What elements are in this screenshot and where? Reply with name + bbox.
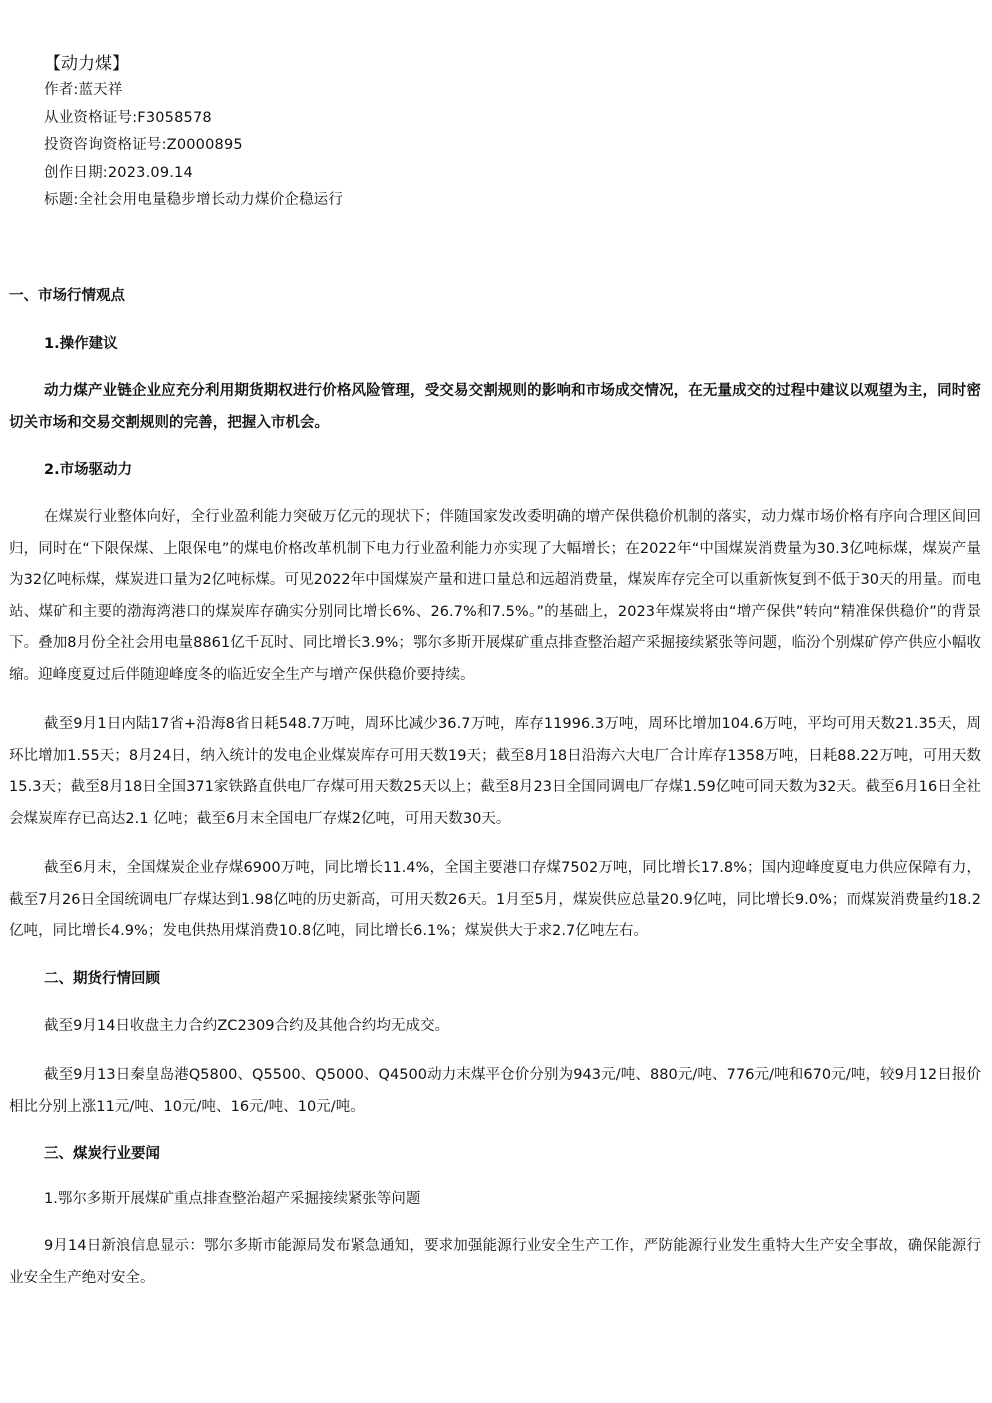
section-1-subheading-1: 1.操作建议	[44, 336, 118, 352]
document-body	[9, 283, 981, 1294]
news-item-1-title: 1.鄂尔多斯开展煤矿重点排查整治超产采掘接续紧张等问题	[44, 1191, 421, 1207]
market-driver-paragraph-3: 截至6月末，全国煤炭企业存煤6900万吨，同比增长11.4%，全国主要港口存煤7502万吨，同比增长17.8%；国内迎峰度夏电力供应保障有力，截至7月26日全国统调电厂存煤达到1.98亿吨的历史新高，可用天数26天。1月至5月，煤炭供应总量20.9亿吨，同比增长9.0%；而煤炭消费量约18.2亿吨，同比增长4.9%；发电供热用煤消费10.8亿吨，同比增长6.1%；煤炭供大于求2.7亿吨左右。	[9, 860, 981, 939]
news-item-1-text: 9月14日新浪信息显示：鄂尔多斯市能源局发布紧急通知，要求加强能源行业安全生产工作，严防能源行业发生重特大生产安全事故，确保能源行业安全生产绝对安全。	[9, 1238, 981, 1286]
section-2-heading: 二、期货行情回顾	[44, 970, 160, 987]
author-line: 作者:蓝天祥	[44, 82, 123, 98]
market-driver-paragraph-1: 在煤炭行业整体向好，全行业盈利能力突破万亿元的现状下；伴随国家发改委明确的增产保供稳价机制的落实，动力煤市场价格有序向合理区间回归，同时在“下限保煤、上限保电”的煤电价格改革机制下电力行业盈利能力亦实现了大幅增长；在2022年“中国煤炭消费量为30.3亿吨标煤，煤炭产量为32亿吨标煤，煤炭进口量为2亿吨标煤。可见2022年中国煤炭产量和进口量总和远超消费量，煤炭库存完全可以重新恢复到不低于30天的用量。而电站、煤矿和主要的渤海湾港口的煤炭库存确实分别同比增长6%、26.7%和7.5%。”的基础上，2023年煤炭将由“增产保供”转向“精准保供稳价”的背景下。叠加8月份全社会用电量8861亿千瓦时、同比增长3.9%；鄂尔多斯开展煤矿重点排查整治超产采掘接续紧张等问题，临汾个别煤矿停产供应小幅收缩。迎峰度夏过后伴随迎峰度冬的临近安全生产与增产保供稳价要持续。	[9, 509, 981, 683]
document-category: 【动力煤】	[44, 54, 129, 74]
market-driver-paragraph-2: 截至9月1日内陆17省+沿海8省日耗548.7万吨，周环比减少36.7万吨，库存11996.3万吨，周环比增加104.6万吨，平均可用天数21.35天，周环比增加1.55天；8月24日，纳入统计的发电企业煤炭库存可用天数19天；截至8月18日沿海六大电厂合计库存1358万吨，日耗88.22万吨，可用天数15.3天；截至8月18日全国371家铁路直供电厂存煤可用天数25天以上；截至8月23日全国同调电厂存煤1.59亿吨可同天数为32天。截至6月16日全社会煤炭库存已高达2.1 亿吨；截至6月末全国电厂存煤2亿吨，可用天数30天。	[9, 716, 981, 827]
futures-review-paragraph-2: 截至9月13日秦皇岛港Q5800、Q5500、Q5000、Q4500动力末煤平仓价分别为943元/吨、880元/吨、776元/吨和670元/吨，较9月12日报价相比分别上涨11元/吨、10元/吨、16元/吨、10元/吨。	[9, 1067, 981, 1115]
section-1-heading: 一、市场行情观点	[9, 288, 125, 304]
license-number-line: 从业资格证号:F3058578	[44, 109, 212, 126]
section-1-subheading-2: 2.市场驱动力	[44, 462, 133, 478]
operation-advice-paragraph: 动力煤产业链企业应充分利用期货期权进行价格风险管理，受交易交割规则的影响和市场成交情况，在无量成交的过程中建议以观望为主，同时密切关市场和交易交割规则的完善，把握入市机会。	[9, 383, 981, 431]
section-3-heading: 三、煤炭行业要闻	[44, 1146, 160, 1162]
document-header	[44, 51, 343, 215]
futures-review-paragraph-1: 截至9月14日收盘主力合约ZC2309合约及其他合约均无成交。	[44, 1017, 450, 1034]
creation-date-line: 创作日期:2023.09.14	[44, 164, 193, 181]
document-title-line: 标题:全社会用电量稳步增长动力煤价企稳运行	[44, 192, 344, 208]
advisory-number-line: 投资咨询资格证号:Z0000895	[44, 137, 243, 153]
